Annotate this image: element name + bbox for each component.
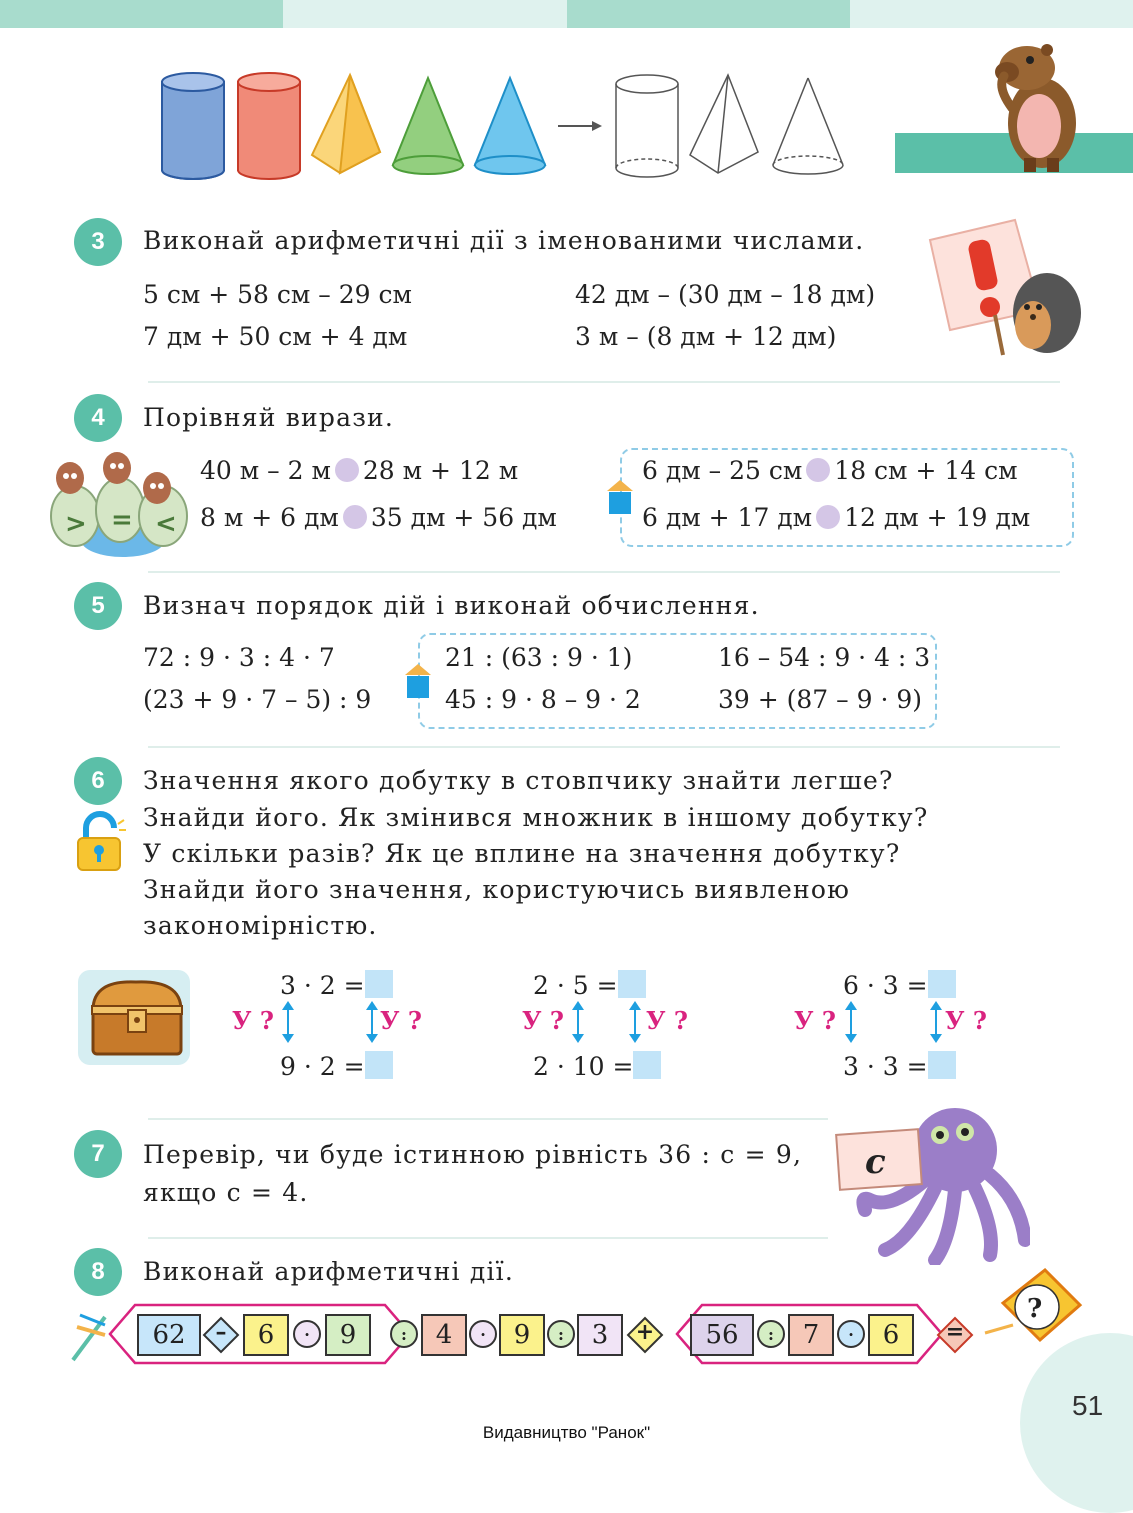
house-square-icon xyxy=(407,676,429,698)
answer-box[interactable] xyxy=(928,970,956,998)
product-top-1: 3 · 2 = xyxy=(280,970,393,1000)
expression: 6 дм – 25 см xyxy=(642,456,803,485)
ribbon-tail-icon xyxy=(73,1315,105,1360)
task-5-left-1: 72 : 9 · 3 : 4 · 7 xyxy=(143,643,335,672)
lock-icon xyxy=(76,810,126,872)
separator xyxy=(148,746,1060,748)
task-3-number: 3 xyxy=(74,218,122,266)
answer-box[interactable] xyxy=(618,970,646,998)
publisher: Видавництво "Ранок" xyxy=(482,1423,651,1442)
separator xyxy=(148,571,1060,573)
chain-operator: : xyxy=(390,1320,418,1348)
product-top-3: 6 · 3 = xyxy=(843,970,956,1000)
double-arrow-icon xyxy=(935,1003,937,1041)
arrow-right-icon xyxy=(558,121,602,131)
comparison-circle[interactable] xyxy=(335,458,359,482)
task-3-right-1: 42 дм – (30 дм – 18 дм) xyxy=(575,280,876,309)
answer-box[interactable] xyxy=(928,1051,956,1079)
chain-operator: · xyxy=(293,1320,321,1348)
double-arrow-icon xyxy=(287,1003,289,1041)
header-bar-3 xyxy=(567,0,850,28)
task-5-number: 5 xyxy=(74,582,122,630)
expression: 40 м – 2 м xyxy=(200,456,331,485)
chain-number: 7 xyxy=(788,1314,834,1356)
task-5-middle-1: 21 : (63 : 9 · 1) xyxy=(445,643,633,672)
task-5-right-2: 39 + (87 – 9 · 9) xyxy=(718,685,923,714)
expression: 8 м + 6 дм xyxy=(200,503,339,532)
outline-cone-icon xyxy=(773,78,843,174)
task-4-left-row-1 xyxy=(200,456,518,485)
answer-box[interactable] xyxy=(365,1051,393,1079)
task-7-line-2: якщо c = 4. xyxy=(143,1178,309,1207)
double-arrow-icon xyxy=(634,1003,636,1041)
expression: 28 м + 12 м xyxy=(362,456,519,485)
times-question-left-1: У ? xyxy=(232,1006,274,1035)
kite-question-mark: ? xyxy=(1027,1294,1043,1324)
egg-sign-greater: > xyxy=(65,509,87,539)
outline-cylinder-icon xyxy=(616,75,678,177)
task-8-number: 8 xyxy=(74,1248,122,1296)
expression: 12 дм + 19 дм xyxy=(844,503,1031,532)
task-5-right-1: 16 – 54 : 9 · 4 : 3 xyxy=(718,643,931,672)
task-4-right-row-1 xyxy=(642,456,1018,485)
task-4-number: 4 xyxy=(74,394,122,442)
answer-box[interactable] xyxy=(365,970,393,998)
task-4-title: Порівняй вирази. xyxy=(143,403,395,432)
double-arrow-icon xyxy=(850,1003,852,1041)
chain-operator: – xyxy=(215,1319,227,1345)
blue-cone-icon xyxy=(475,78,545,174)
task-6-line-5: закономірністю. xyxy=(143,911,378,940)
separator xyxy=(148,1237,828,1239)
task-6-line-2: Знайди його. Як змінився множник в іншому добутку? xyxy=(143,803,929,832)
page-number: 51 xyxy=(1072,1390,1104,1421)
header-bar-2 xyxy=(283,0,567,28)
chain-number: 4 xyxy=(421,1314,467,1356)
header-bar-1 xyxy=(0,0,283,28)
variable-card: c xyxy=(865,1142,886,1182)
geometric-shapes-illustration xyxy=(150,70,860,185)
egg-sign-equal: = xyxy=(111,505,133,535)
chain-number: 9 xyxy=(499,1314,545,1356)
treasure-chest-icon xyxy=(78,970,193,1065)
times-question-right-1: У ? xyxy=(380,1006,422,1035)
chain-operator: · xyxy=(469,1320,497,1348)
times-question-left-3: У ? xyxy=(794,1006,836,1035)
task-3-left-1: 5 см + 58 см – 29 см xyxy=(143,280,412,309)
product-bottom-3: 3 · 3 = xyxy=(843,1051,956,1081)
task-4-right-row-2 xyxy=(642,503,1030,532)
double-arrow-icon xyxy=(577,1003,579,1041)
yellow-pyramid-icon xyxy=(312,75,380,173)
chain-operator: · xyxy=(837,1320,865,1348)
double-arrow-icon xyxy=(371,1003,373,1041)
comparison-circle[interactable] xyxy=(816,505,840,529)
chain-operator: : xyxy=(757,1320,785,1348)
separator xyxy=(148,381,1060,383)
task-3-right-2: 3 м – (8 дм + 12 дм) xyxy=(575,322,837,351)
task-5-left-2: (23 + 9 · 7 – 5) : 9 xyxy=(143,685,372,714)
expression: 18 см + 14 см xyxy=(834,456,1018,485)
egg-sign-less: < xyxy=(155,509,177,539)
product-bottom-2: 2 · 10 = xyxy=(533,1051,661,1081)
green-cone-icon xyxy=(393,78,463,174)
task-5-middle-2: 45 : 9 · 8 – 9 · 2 xyxy=(445,685,641,714)
chain-number: 6 xyxy=(243,1314,289,1356)
chain-number: 3 xyxy=(577,1314,623,1356)
times-question-right-2: У ? xyxy=(646,1006,688,1035)
task-6-line-4: Знайди його значення, користуючись виявленою xyxy=(143,875,851,904)
task-7-line-1: Перевір, чи буде істинною рівність 36 : c = 9, xyxy=(143,1140,803,1169)
product-bottom-1: 9 · 2 = xyxy=(280,1051,393,1081)
eggs-comparison-icon xyxy=(45,448,195,560)
separator xyxy=(148,1118,828,1120)
answer-box[interactable] xyxy=(633,1051,661,1079)
header-bar-4 xyxy=(850,0,1133,28)
task-4-left-row-2 xyxy=(200,503,557,532)
comparison-circle[interactable] xyxy=(806,458,830,482)
comparison-circle[interactable] xyxy=(343,505,367,529)
chain-number: 6 xyxy=(868,1314,914,1356)
task-6-line-3: У скільки разів? Як це вплине на значення добутку? xyxy=(143,839,901,868)
chain-operator: = xyxy=(945,1319,965,1345)
task-8-title: Виконай арифметичні дії. xyxy=(143,1257,515,1286)
outline-pyramid-icon xyxy=(690,75,758,173)
product-top-2: 2 · 5 = xyxy=(533,970,646,1000)
task-7-number: 7 xyxy=(74,1130,122,1178)
house-square-icon xyxy=(609,492,631,514)
task-6-line-1: Значення якого добутку в стовпчику знайти легше? xyxy=(143,766,894,795)
capybara-icon xyxy=(992,38,1087,173)
chain-number: 9 xyxy=(325,1314,371,1356)
times-question-left-2: У ? xyxy=(522,1006,564,1035)
chain-operator: + xyxy=(635,1319,655,1345)
blue-cylinder-icon xyxy=(162,73,224,179)
expression: 35 дм + 56 дм xyxy=(370,503,557,532)
task-5-title: Визнач порядок дій і виконай обчислення. xyxy=(143,591,760,620)
chain-operator: : xyxy=(547,1320,575,1348)
hedgehog-sign-icon xyxy=(925,215,1085,360)
times-question-right-3: У ? xyxy=(945,1006,987,1035)
task-6-number: 6 xyxy=(74,757,122,805)
chain-number: 62 xyxy=(137,1314,201,1356)
expression: 6 дм + 17 дм xyxy=(642,503,813,532)
chain-number: 56 xyxy=(690,1314,754,1356)
octopus-icon xyxy=(830,1100,1030,1265)
task-3-title: Виконай арифметичні дії з іменованими числами. xyxy=(143,226,865,255)
task-3-left-2: 7 дм + 50 см + 4 дм xyxy=(143,322,408,351)
red-cylinder-icon xyxy=(238,73,300,179)
